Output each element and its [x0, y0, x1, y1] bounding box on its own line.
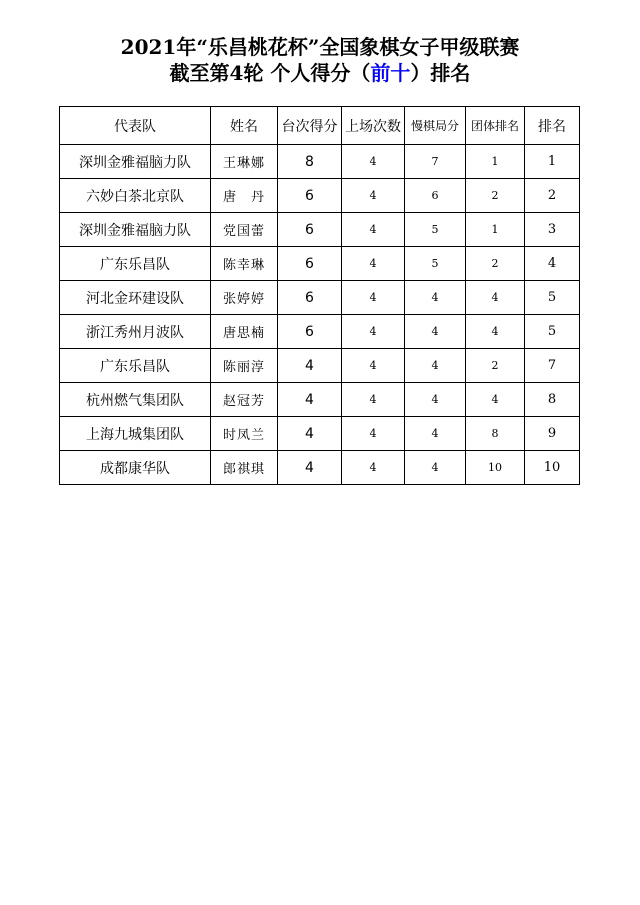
- team-cell: 成都康华队: [60, 451, 211, 485]
- rank-cell: 8: [525, 383, 580, 417]
- header-board-score: 台次得分: [278, 107, 342, 145]
- player-name-cell: 唐 丹: [211, 179, 278, 213]
- table-row: [60, 281, 580, 315]
- games-played-cell: 4: [342, 281, 405, 315]
- team-cell: 浙江秀州月波队: [60, 315, 211, 349]
- team-rank-cell: 4: [466, 281, 525, 315]
- subtitle-middle: 轮 个人得分（: [243, 61, 371, 85]
- table-row: [60, 451, 580, 485]
- slow-game-score-cell: 4: [405, 281, 466, 315]
- board-score-cell: 4: [278, 349, 342, 383]
- team-rank-cell: 2: [466, 179, 525, 213]
- player-name-cell: 陈丽淳: [211, 349, 278, 383]
- table-row: [60, 247, 580, 281]
- games-played-cell: 4: [342, 451, 405, 485]
- header-name: 姓名: [211, 107, 278, 145]
- team-cell: 杭州燃气集团队: [60, 383, 211, 417]
- player-name-cell: 陈幸琳: [211, 247, 278, 281]
- games-played-cell: 4: [342, 247, 405, 281]
- subtitle-suffix: ）排名: [410, 61, 471, 85]
- team-rank-cell: 1: [466, 213, 525, 247]
- board-score-cell: 6: [278, 315, 342, 349]
- slow-game-score-cell: 4: [405, 315, 466, 349]
- rank-cell: 7: [525, 349, 580, 383]
- team-rank-cell: 10: [466, 451, 525, 485]
- player-name-cell: 唐思楠: [211, 315, 278, 349]
- team-cell: 深圳金雅福脑力队: [60, 145, 211, 179]
- header-rank: 排名: [525, 107, 580, 145]
- slow-game-score-cell: 4: [405, 383, 466, 417]
- table-row: [60, 383, 580, 417]
- slow-game-score-cell: 7: [405, 145, 466, 179]
- games-played-cell: 4: [342, 383, 405, 417]
- team-cell: 上海九城集团队: [60, 417, 211, 451]
- board-score-cell: 6: [278, 213, 342, 247]
- team-cell: 六妙白茶北京队: [60, 179, 211, 213]
- slow-game-score-cell: 6: [405, 179, 466, 213]
- team-rank-cell: 1: [466, 145, 525, 179]
- table-row: [60, 349, 580, 383]
- page-title: 2021年“乐昌桃花杯”全国象棋女子甲级联赛: [120, 35, 520, 59]
- player-name-cell: 时凤兰: [211, 417, 278, 451]
- rank-cell: 4: [525, 247, 580, 281]
- table-row: [60, 213, 580, 247]
- slow-game-score-cell: 4: [405, 417, 466, 451]
- team-cell: 广东乐昌队: [60, 349, 211, 383]
- team-rank-cell: 4: [466, 383, 525, 417]
- rank-cell: 2: [525, 179, 580, 213]
- games-played-cell: 4: [342, 315, 405, 349]
- board-score-cell: 6: [278, 247, 342, 281]
- board-score-cell: 4: [278, 383, 342, 417]
- team-cell: 深圳金雅福脑力队: [60, 213, 211, 247]
- games-played-cell: 4: [342, 213, 405, 247]
- table-row: [60, 315, 580, 349]
- rank-cell: 10: [525, 451, 580, 485]
- team-rank-cell: 8: [466, 417, 525, 451]
- games-played-cell: 4: [342, 179, 405, 213]
- games-played-cell: 4: [342, 417, 405, 451]
- ranking-table: [59, 106, 580, 485]
- table-row: [60, 417, 580, 451]
- header-team: 代表队: [60, 107, 211, 145]
- team-cell: 河北金环建设队: [60, 281, 211, 315]
- slow-game-score-cell: 4: [405, 451, 466, 485]
- rank-cell: 5: [525, 281, 580, 315]
- rank-cell: 9: [525, 417, 580, 451]
- board-score-cell: 6: [278, 281, 342, 315]
- team-rank-cell: 4: [466, 315, 525, 349]
- page-subtitle: [0, 60, 640, 86]
- player-name-cell: 赵冠芳: [211, 383, 278, 417]
- board-score-cell: 4: [278, 417, 342, 451]
- player-name-cell: 郎祺琪: [211, 451, 278, 485]
- header-games-played: 上场次数: [342, 107, 405, 145]
- rank-cell: 5: [525, 315, 580, 349]
- player-name-cell: 党国蕾: [211, 213, 278, 247]
- table-row: [60, 179, 580, 213]
- subtitle-top-ten: 前十: [370, 61, 411, 85]
- board-score-cell: 8: [278, 145, 342, 179]
- games-played-cell: 4: [342, 145, 405, 179]
- team-rank-cell: 2: [466, 349, 525, 383]
- team-cell: 广东乐昌队: [60, 247, 211, 281]
- slow-game-score-cell: 5: [405, 213, 466, 247]
- board-score-cell: 6: [278, 179, 342, 213]
- slow-game-score-cell: 4: [405, 349, 466, 383]
- player-name-cell: 王琳娜: [211, 145, 278, 179]
- header-slow-game-score: 慢棋局分: [405, 107, 466, 145]
- table-row: [60, 145, 580, 179]
- team-rank-cell: 2: [466, 247, 525, 281]
- table-header-row: [60, 107, 580, 145]
- board-score-cell: 4: [278, 451, 342, 485]
- header-team-rank: 团体排名: [466, 107, 525, 145]
- slow-game-score-cell: 5: [405, 247, 466, 281]
- player-name-cell: 张婷婷: [211, 281, 278, 315]
- subtitle-prefix: 截至第: [169, 61, 230, 85]
- subtitle-round: 4: [229, 61, 244, 85]
- games-played-cell: 4: [342, 349, 405, 383]
- rank-cell: 3: [525, 213, 580, 247]
- rank-cell: 1: [525, 145, 580, 179]
